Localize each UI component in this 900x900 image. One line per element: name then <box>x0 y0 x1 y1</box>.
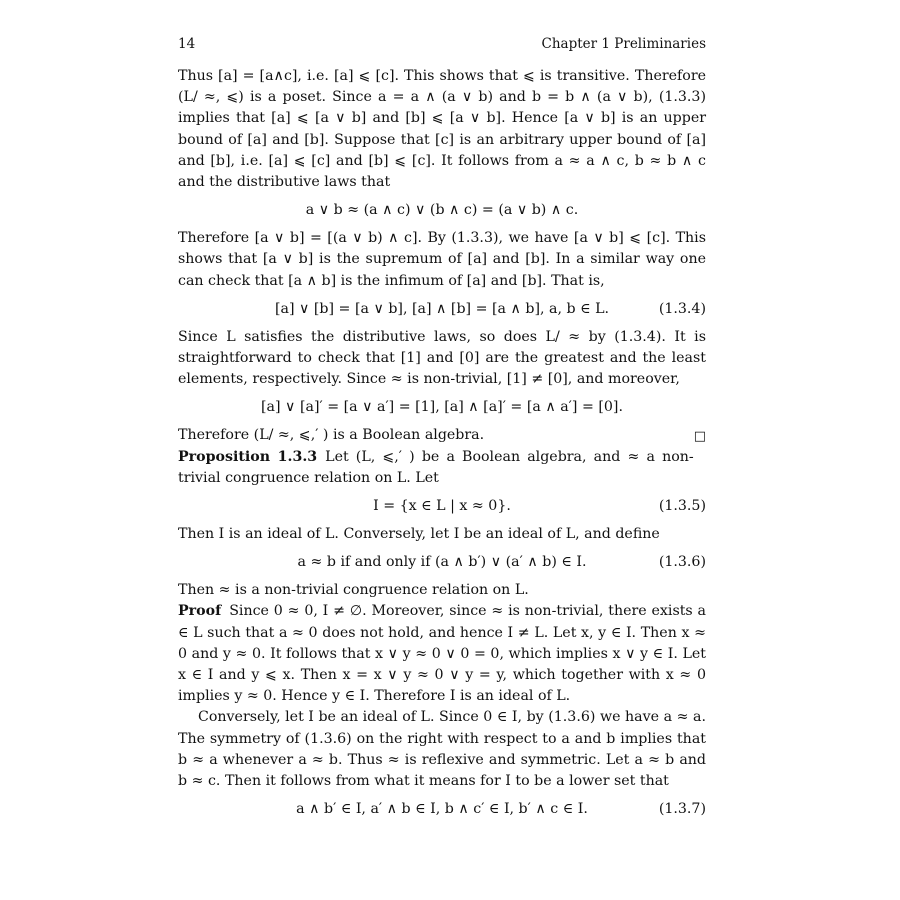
proposition-label: Proposition 1.3.3 <box>178 448 318 465</box>
proposition-1-3-3 <box>178 447 706 489</box>
equation-distributive <box>178 199 706 221</box>
qed-symbol: □ <box>693 429 706 445</box>
equation-text: a ≈ b if and only if (a ∧ b′) ∨ (a′ ∧ b) ∈ I. <box>297 554 587 571</box>
equation-text: a ∨ b ≈ (a ∧ c) ∨ (b ∧ c) = (a ∨ b) ∧ c. <box>305 202 579 219</box>
equation-1-3-4 <box>178 298 706 320</box>
equation-text: I = {x ∈ L | x ≈ 0}. <box>373 498 511 515</box>
equation-text: a ∧ b′ ∈ I, a′ ∧ b ∈ I, b ∧ c′ ∈ I, b′ ∧ c ∈ I. <box>296 801 588 818</box>
running-header <box>178 30 706 58</box>
paragraph-congruence: Then ≈ is a non-trivial congruence relation on L. <box>178 582 529 599</box>
proof-text: Since 0 ≈ 0, I ≠ ∅. Moreover, since ≈ is non-trivial, there exists a ∈ L such that a ≈ 0 does not hold, and hence I ≠ L. Let x, y ∈ I. Then x ≈ 0 and y ≈ 0. It follows that x ∨ y ≈ 0 ∨ 0 = 0, which implies x ∨ y ∈ I. Let x ∈ I and y ⩽ x. Then x = x ∨ y ≈ 0 ∨ y = y, which together with x ≈ 0 implies y ≈ 0. Hence y ∈ I. Therefore I is an ideal of L. <box>178 603 706 705</box>
equation-number: (1.3.4) <box>658 300 706 317</box>
paragraph-distributive-laws: Since L satisfies the distributive laws, so does L/ ≈ by (1.3.4). It is straightforward to check that [1] and [0] are the greatest and the least elements, respectively. Since ≈ is non-trivial, [1] ≠ [0], and moreover, <box>178 328 706 388</box>
equation-number: (1.3.7) <box>658 801 706 818</box>
paragraph-supremum: Therefore [a ∨ b] = [(a ∨ b) ∧ c]. By (1.3.3), we have [a ∨ b] ⩽ [c]. This shows that [a ∨ b] is the supremum of [a] and [b]. In a similar way one can check that [a ∧ b] is the infimum of [a] and [b]. That is, <box>178 230 706 289</box>
equation-1-3-5 <box>178 495 706 517</box>
paragraph-transitivity: Thus [a] = [a∧c], i.e. [a] ⩽ [c]. This shows that ⩽ is transitive. Therefore (L/ ≈, ⩽) is a poset. Since a = a ∧ (a ∨ b) and b = b ∧ (a ∨ b), (1.3.3) implies that [a] ⩽ [a ∨ b] and [b] ⩽ [a ∨ b]. Hence [a ∨ b] is an upper bound of [a] and [b]. Suppose that [c] is an arbitrary upper bound of [a] and [b], i.e. [a] ⩽ [c] and [b] ⩽ [c]. It follows from a ≈ a ∧ c, b ≈ b ∧ c and the distributive laws that <box>178 68 706 191</box>
paragraph-ideal: Then I is an ideal of L. Conversely, let I be an ideal of L, and define <box>178 526 660 543</box>
equation-text: [a] ∨ [a]′ = [a ∨ a′] = [1], [a] ∧ [a]′ = [a ∧ a′] = [0]. <box>261 399 623 416</box>
equation-number: (1.3.6) <box>658 554 706 571</box>
equation-text: [a] ∨ [b] = [a ∨ b], [a] ∧ [b] = [a ∧ b], a, b ∈ L. <box>274 300 610 317</box>
equation-1-3-7 <box>178 798 706 820</box>
book-page <box>178 30 706 827</box>
chapter-title: Chapter 1 Preliminaries <box>541 36 706 52</box>
equation-complement <box>178 396 706 418</box>
page-number: 14 <box>178 36 196 52</box>
conclusion-text: Therefore (L/ ≈, ⩽,′ ) is a Boolean algebra. <box>178 427 485 444</box>
equation-number: (1.3.5) <box>658 498 706 515</box>
equation-1-3-6 <box>178 551 706 573</box>
paragraph-boolean-conclusion <box>178 425 706 446</box>
proof-block <box>178 601 706 707</box>
proposition-text: Let (L, ⩽,′ ) be a Boolean algebra, and ≈ a non-trivial congruence relation on L. Let <box>178 448 694 486</box>
paragraph-conversely: Conversely, let I be an ideal of L. Since 0 ∈ I, by (1.3.6) we have a ≈ a. The symmetry of (1.3.6) on the right with respect to a and b implies that b ≈ a whenever a ≈ b. Thus ≈ is reflexive and symmetric. Let a ≈ b and b ≈ c. Then it follows from what it means for I to be a lower set that <box>178 709 706 790</box>
proof-label: Proof <box>178 603 222 620</box>
